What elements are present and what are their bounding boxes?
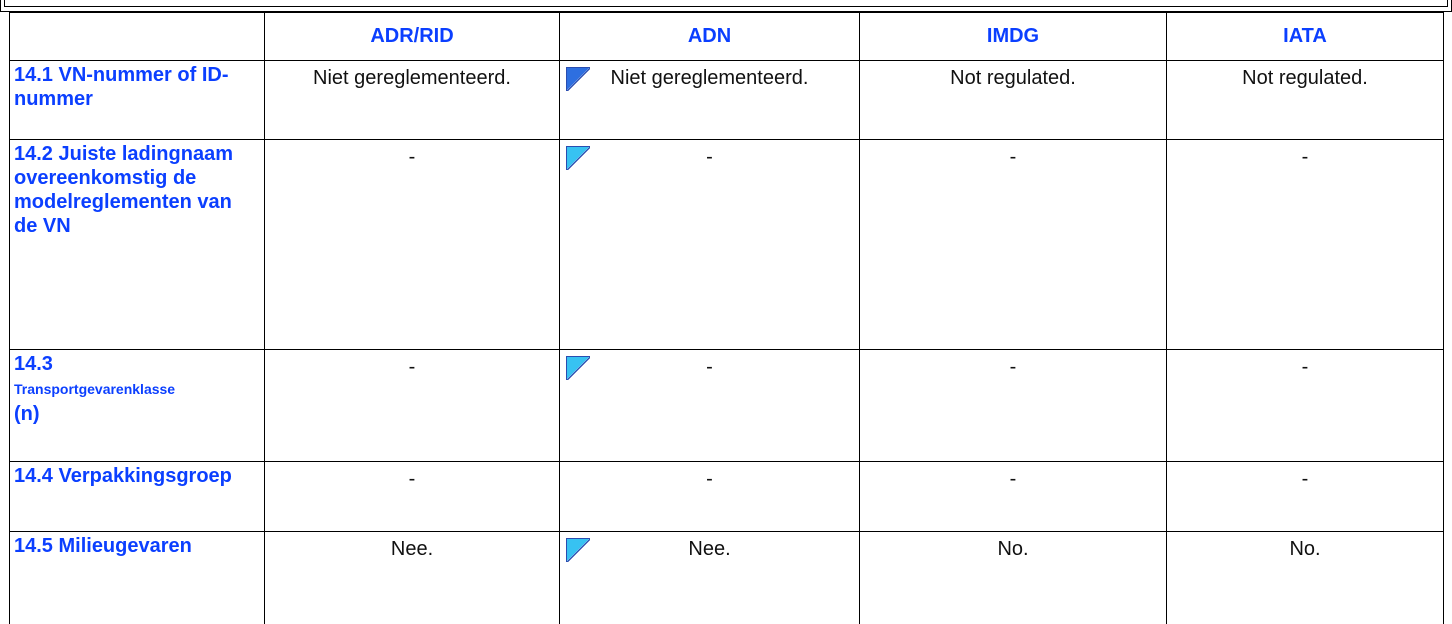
cell-adr-rid bbox=[265, 140, 560, 350]
cell-imdg bbox=[860, 462, 1167, 532]
row-label-packing-group: 14.4 Verpakkingsgroep bbox=[14, 465, 232, 487]
cell-iata bbox=[1167, 350, 1444, 462]
cell-value: - bbox=[706, 356, 713, 378]
cell-adn bbox=[560, 350, 860, 462]
table-row bbox=[10, 350, 1444, 462]
cell-value: Not regulated. bbox=[950, 67, 1076, 89]
cell-adn bbox=[560, 532, 860, 624]
comment-flag-icon[interactable] bbox=[566, 146, 590, 170]
table-row bbox=[10, 61, 1444, 140]
table-row bbox=[10, 140, 1444, 350]
header-adn: ADN bbox=[560, 13, 860, 61]
row-label-cell bbox=[10, 350, 265, 462]
header-row bbox=[10, 13, 1444, 61]
section-frame-inner bbox=[4, 0, 1448, 7]
cell-value: No. bbox=[1289, 538, 1321, 560]
cell-imdg bbox=[860, 532, 1167, 624]
row-label-shipping-name: 14.2 Juiste ladingnaam overeenkomstig de modelreglementen van de VN bbox=[14, 143, 233, 237]
cell-value: - bbox=[1301, 468, 1309, 490]
comment-flag-icon[interactable] bbox=[566, 538, 590, 562]
section-frame-top bbox=[0, 0, 1452, 12]
cell-value: Niet gereglementeerd. bbox=[313, 67, 511, 89]
cell-adr-rid bbox=[265, 532, 560, 624]
cell-iata bbox=[1167, 532, 1444, 624]
cell-value: - bbox=[1301, 356, 1309, 378]
table-row bbox=[10, 532, 1444, 624]
cell-adr-rid bbox=[265, 61, 560, 140]
cell-value: - bbox=[706, 146, 713, 168]
cell-value: Niet gereglementeerd. bbox=[610, 67, 809, 89]
header-iata: IATA bbox=[1167, 13, 1444, 61]
cell-value: Not regulated. bbox=[1242, 67, 1368, 89]
cell-imdg bbox=[860, 140, 1167, 350]
cell-value: - bbox=[1009, 356, 1017, 378]
header-corner bbox=[10, 13, 265, 61]
cell-value: - bbox=[706, 468, 713, 490]
cell-iata bbox=[1167, 140, 1444, 350]
cell-imdg bbox=[860, 61, 1167, 140]
row-label-end: (n) bbox=[14, 403, 40, 425]
row-label-environmental-hazards: 14.5 Milieugevaren bbox=[14, 535, 192, 557]
header-adr-rid: ADR/RID bbox=[265, 13, 560, 61]
cell-iata bbox=[1167, 61, 1444, 140]
comment-flag-icon[interactable] bbox=[566, 67, 590, 91]
transport-info-table bbox=[9, 12, 1444, 624]
row-label-un-number: 14.1 VN-nummer of ID-nummer bbox=[14, 64, 229, 110]
cell-adn bbox=[560, 140, 860, 350]
cell-value: - bbox=[1009, 468, 1017, 490]
cell-value: No. bbox=[997, 538, 1029, 560]
table-row bbox=[10, 462, 1444, 532]
cell-value: - bbox=[408, 146, 416, 168]
comment-flag-icon[interactable] bbox=[566, 356, 590, 380]
row-label-hazard-class bbox=[10, 350, 264, 426]
row-label-cell bbox=[10, 532, 265, 624]
row-label-cell bbox=[10, 140, 265, 350]
row-label-small: Transportgevarenklasse bbox=[14, 381, 176, 397]
row-label-main: 14.3 bbox=[14, 353, 53, 375]
cell-adr-rid bbox=[265, 350, 560, 462]
cell-adn bbox=[560, 61, 860, 140]
cell-imdg bbox=[860, 350, 1167, 462]
cell-value: - bbox=[1301, 146, 1309, 168]
cell-value: - bbox=[408, 356, 416, 378]
cell-iata bbox=[1167, 462, 1444, 532]
cell-value: Nee. bbox=[688, 538, 731, 560]
cell-value: - bbox=[1009, 146, 1017, 168]
cell-value: - bbox=[408, 468, 416, 490]
cell-value: Nee. bbox=[390, 538, 434, 560]
header-imdg: IMDG bbox=[860, 13, 1167, 61]
row-label-cell bbox=[10, 61, 265, 140]
cell-adn bbox=[560, 462, 860, 532]
cell-adr-rid bbox=[265, 462, 560, 532]
row-label-cell bbox=[10, 462, 265, 532]
